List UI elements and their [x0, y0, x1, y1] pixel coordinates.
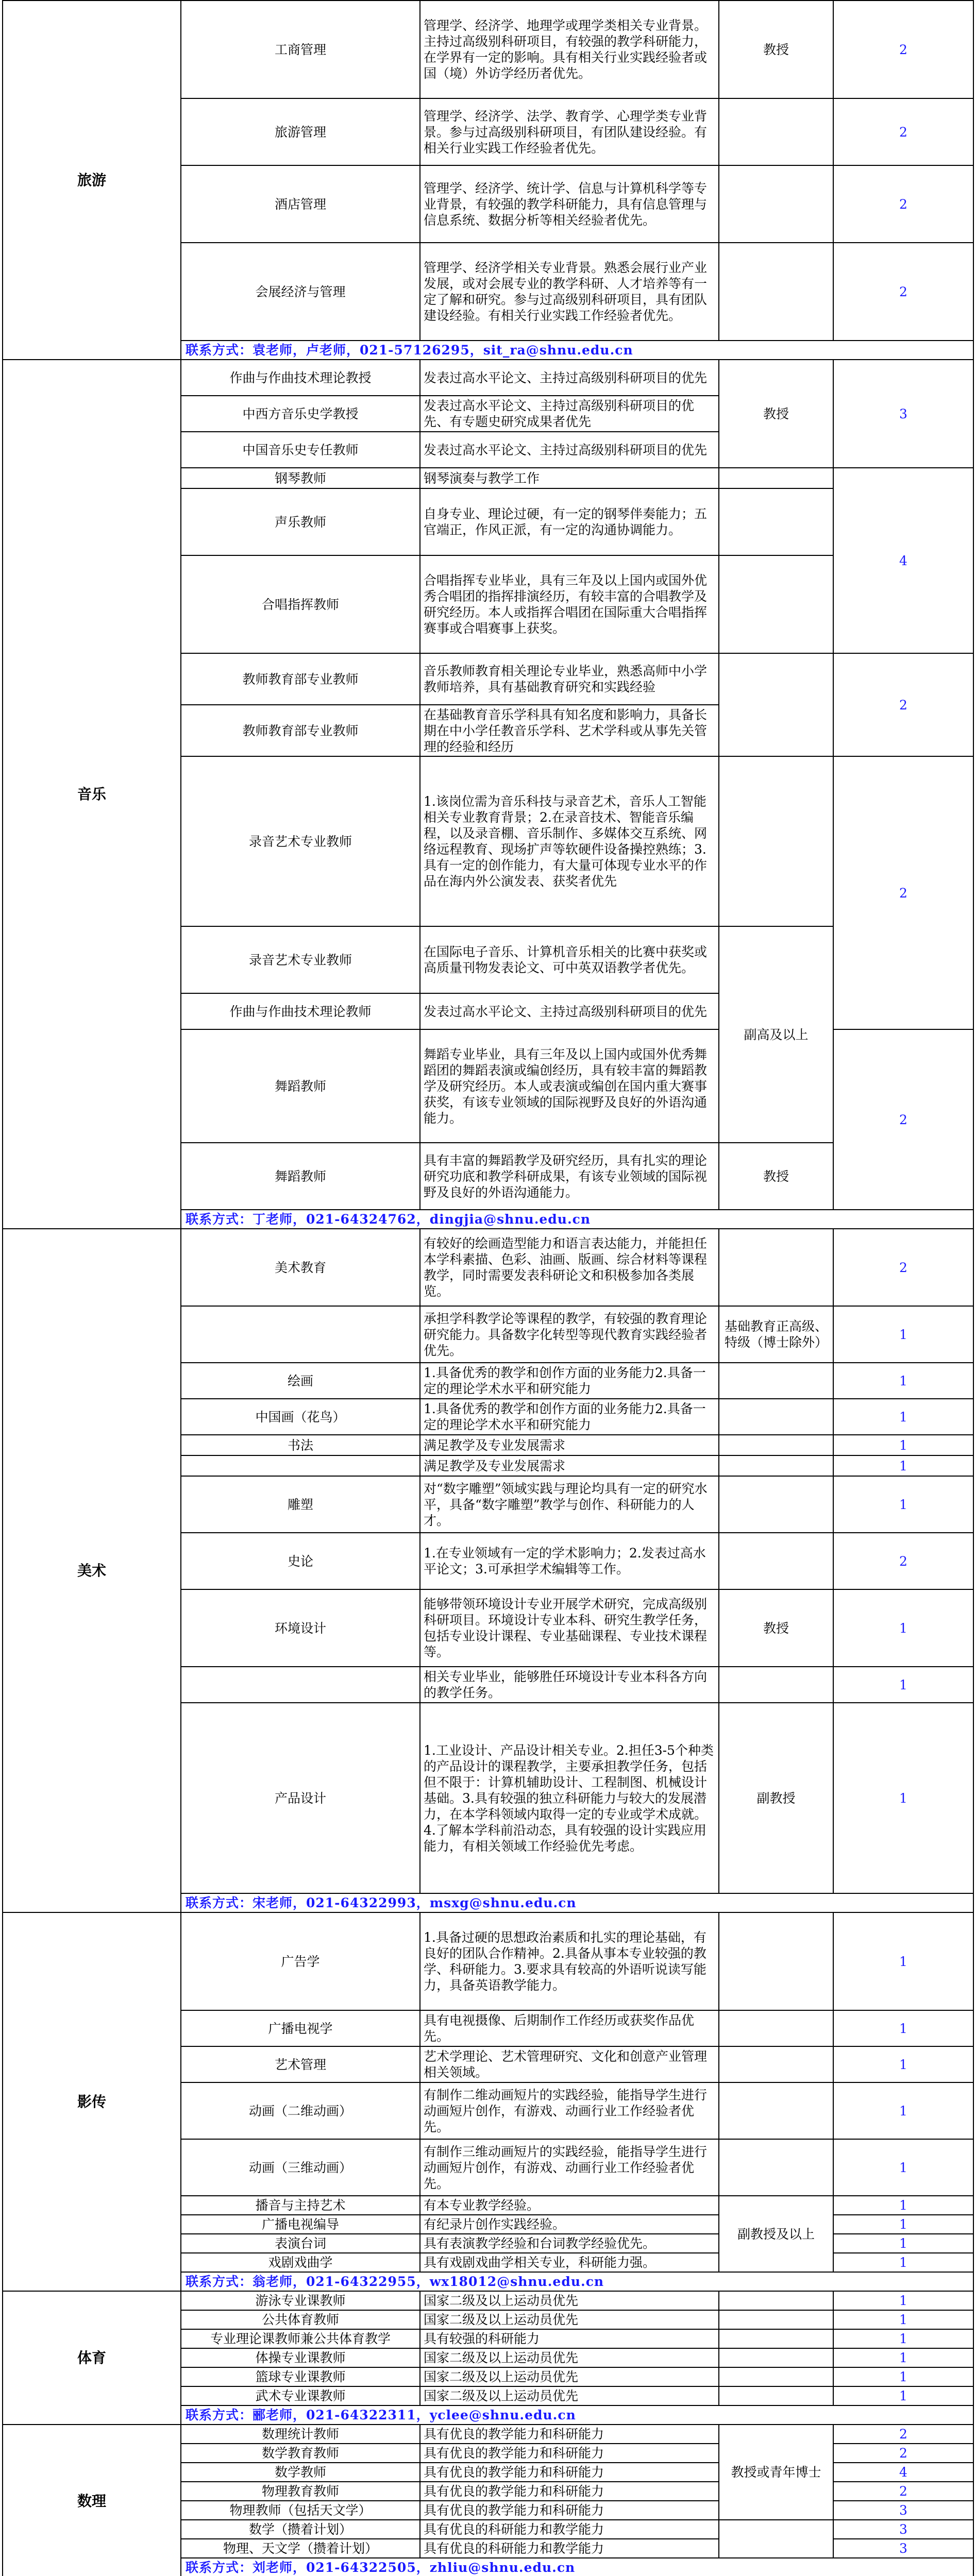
position-cell: 环境设计: [181, 1589, 420, 1667]
headcount-cell: 2: [833, 1229, 973, 1306]
requirement-cell: 1.具备过硬的思想政治素质和扎实的理论基础，有良好的团队合作精神。2.具备从事本专业较强的教学、科研能力。3.要求具有较高的外语听说读写能力，具备英语教学能力。: [420, 1912, 719, 2010]
requirement-cell: 具有较强的科研能力: [420, 2329, 719, 2348]
position-cell: 数学教育教师: [181, 2444, 420, 2463]
position-cell: 公共体育教师: [181, 2310, 420, 2329]
headcount-cell: 2: [833, 165, 973, 243]
position-cell: 酒店管理: [181, 165, 420, 243]
contact-info[interactable]: 联系方式：袁老师，卢老师，021-57126295，sit_ra@shnu.edu.cn: [181, 341, 973, 360]
requirement-cell: 在基础教育音乐学科具有知名度和影响力，具备长期在中小学任教音乐学科、艺术学科或从事先关管理的经验和经历: [420, 705, 719, 756]
position-cell: 舞蹈教师: [181, 1143, 420, 1210]
requirement-cell: 1.具备优秀的教学和创作方面的业务能力2.具备一定的理论学术水平和研究能力: [420, 1399, 719, 1435]
headcount-cell: 2: [833, 2482, 973, 2501]
title-cell: [719, 1912, 833, 2010]
title-cell: [719, 2046, 833, 2082]
position-cell: 声乐教师: [181, 488, 420, 555]
position-cell: 数理统计教师: [181, 2425, 420, 2444]
headcount-cell: 1: [833, 1306, 973, 1363]
headcount-cell: 1: [833, 2082, 973, 2139]
headcount-cell: 4: [833, 2463, 973, 2482]
requirement-cell: 1.在专业领域有一定的学术影响力；2.发表过高水平论文；3.可承担学术编辑等工作。: [420, 1533, 719, 1589]
requirement-cell: 具有电视摄像、后期制作工作经历或获奖作品优先。: [420, 2010, 719, 2046]
position-cell: 表演台词: [181, 2234, 420, 2253]
headcount-cell: 1: [833, 2046, 973, 2082]
position-cell: [181, 1455, 420, 1476]
headcount-cell: 2: [833, 1533, 973, 1589]
position-cell: 物理、天文学（攒着计划）: [181, 2539, 420, 2558]
position-cell: 录音艺术专业教师: [181, 756, 420, 926]
requirement-cell: 1.该岗位需为音乐科技与录音艺术，音乐人工智能相关专业教育背景；2.在录音技术、智能音乐编程，以及录音棚、音乐制作、多媒体交互系统、网络远程教育、现场扩声等软硬件设备操控熟练；3.具有一定的创作能力，有大量可体现专业水平的作品在海内外公演发表、获奖者优先: [420, 756, 719, 926]
position-cell: 艺术管理: [181, 2046, 420, 2082]
table-row: [3, 2425, 973, 2444]
position-cell: 中国画（花鸟）: [181, 1399, 420, 1435]
requirement-cell: 合唱指挥专业毕业，具有三年及以上国内或国外优秀合唱团的指挥排演经历，有较丰富的合唱教学及研究经历。本人或指挥合唱团在国际重大合唱指挥赛事或合唱赛事上获奖。: [420, 555, 719, 653]
position-cell: 播音与主持艺术: [181, 2196, 420, 2215]
requirement-cell: 相关专业毕业，能够胜任环境设计专业本科各方向的教学任务。: [420, 1667, 719, 1703]
table-row: [3, 1912, 973, 2010]
requirement-cell: 能够带领环境设计专业开展学术研究，完成高级别科研项目。环境设计专业本科、研究生教学任务，包括专业设计课程、专业基础课程、专业技术课程等。: [420, 1589, 719, 1667]
department-name: 旅游: [3, 1, 181, 360]
requirement-cell: 管理学、经济学、地理学或理学类相关专业背景。主持过高级别科研项目，有较强的教学科研能力，在学界有一定的影响。具有相关行业实践经验者或国（境）外访学经历者优先。: [420, 1, 719, 98]
requirement-cell: 国家二级及以上运动员优先: [420, 2348, 719, 2367]
department-name: 数理: [3, 2425, 181, 2576]
table-row: [3, 1, 973, 98]
requirement-cell: 满足教学及专业发展需求: [420, 1455, 719, 1476]
position-cell: 绘画: [181, 1363, 420, 1399]
headcount-cell: 1: [833, 2215, 973, 2234]
requirement-cell: 在国际电子音乐、计算机音乐相关的比赛中获奖或高质量刊物发表论文、可中英双语教学者优先。: [420, 926, 719, 993]
headcount-cell: 1: [833, 1435, 973, 1455]
requirement-cell: 国家二级及以上运动员优先: [420, 2386, 719, 2405]
title-cell: [719, 653, 833, 756]
position-cell: 旅游管理: [181, 98, 420, 165]
requirement-cell: 管理学、经济学、法学、教育学、心理学类专业背景。参与过高级别科研项目，有团队建设经验。有相关行业实践工作经验者优先。: [420, 98, 719, 165]
headcount-cell: 1: [833, 1667, 973, 1703]
headcount-cell: 2: [833, 1029, 973, 1210]
position-cell: 录音艺术专业教师: [181, 926, 420, 993]
position-cell: 合唱指挥教师: [181, 555, 420, 653]
table-row: [3, 1229, 973, 1306]
title-cell: [719, 2010, 833, 2046]
headcount-cell: 1: [833, 2329, 973, 2348]
headcount-cell: 1: [833, 2367, 973, 2386]
position-cell: 动画（二维动画）: [181, 2082, 420, 2139]
department-name: 影传: [3, 1912, 181, 2291]
title-cell: 副教授及以上: [719, 2196, 833, 2272]
headcount-cell: 1: [833, 1703, 973, 1893]
position-cell: 物理教师（包括天文学）: [181, 2501, 420, 2520]
position-cell: 作曲与作曲技术理论教师: [181, 993, 420, 1029]
title-cell: [719, 2367, 833, 2386]
headcount-cell: 1: [833, 2291, 973, 2310]
title-cell: [719, 2329, 833, 2348]
headcount-cell: 1: [833, 2234, 973, 2253]
title-cell: [719, 756, 833, 926]
headcount-cell: 4: [833, 468, 973, 653]
recruitment-table-body: [3, 1, 973, 2576]
requirement-cell: 音乐教师教育相关理论专业毕业，熟悉高师中小学教师培养，具有基础教育研究和实践经验: [420, 653, 719, 705]
headcount-cell: 2: [833, 756, 973, 1029]
position-cell: 舞蹈教师: [181, 1029, 420, 1143]
requirement-cell: 具有表演教学经验和台词教学经验优先。: [420, 2234, 719, 2253]
position-cell: 物理教育教师: [181, 2482, 420, 2501]
requirement-cell: 具有优良的教学能力和科研能力: [420, 2482, 719, 2501]
position-cell: 中西方音乐史学教授: [181, 396, 420, 432]
title-cell: [719, 1399, 833, 1435]
position-cell: [181, 1306, 420, 1363]
title-cell: [719, 1476, 833, 1533]
headcount-cell: 1: [833, 1455, 973, 1476]
requirement-cell: 具有优良的教学能力和科研能力: [420, 2425, 719, 2444]
headcount-cell: 3: [833, 2539, 973, 2558]
requirement-cell: 自身专业、理论过硬，有一定的钢琴伴奏能力；五官端正，作风正派，有一定的沟通协调能力。: [420, 488, 719, 555]
requirement-cell: 国家二级及以上运动员优先: [420, 2310, 719, 2329]
department-name: 体育: [3, 2291, 181, 2425]
position-cell: 作曲与作曲技术理论教授: [181, 360, 420, 396]
table-row: [3, 2291, 973, 2310]
title-cell: [719, 488, 833, 555]
headcount-cell: 1: [833, 2253, 973, 2272]
position-cell: 会展经济与管理: [181, 243, 420, 341]
position-cell: [181, 1667, 420, 1703]
title-cell: [719, 555, 833, 653]
title-cell: 教授: [719, 1143, 833, 1210]
position-cell: 游泳专业课教师: [181, 2291, 420, 2310]
headcount-cell: 2: [833, 2444, 973, 2463]
position-cell: 史论: [181, 1533, 420, 1589]
headcount-cell: 2: [833, 653, 973, 756]
requirement-cell: 国家二级及以上运动员优先: [420, 2291, 719, 2310]
requirement-cell: 有制作三维动画短片的实践经验，能指导学生进行动画短片创作，有游戏、动画行业工作经验者优先。: [420, 2139, 719, 2196]
requirement-cell: 承担学科教学论等课程的教学，有较强的教育理论研究能力。具备数字化转型等现代教育实践经验者优先。: [420, 1306, 719, 1363]
headcount-cell: 1: [833, 2348, 973, 2367]
requirement-cell: 具有优良的教学能力和科研能力: [420, 2444, 719, 2463]
headcount-cell: 1: [833, 1399, 973, 1435]
requirement-cell: 有较好的绘画造型能力和语言表达能力，并能担任本学科素描、色彩、油画、版画、综合材料等课程教学，同时需要发表科研论文和积极参加各类展览。: [420, 1229, 719, 1306]
requirement-cell: 具有丰富的舞蹈教学及研究经历，具有扎实的理论研究功底和教学科研成果，有该专业领域的国际视野及良好的外语沟通能力。: [420, 1143, 719, 1210]
requirement-cell: 具有优良的科研能力和教学能力: [420, 2520, 719, 2539]
title-cell: [719, 1229, 833, 1306]
requirement-cell: 钢琴演奏与教学工作: [420, 468, 719, 488]
contact-info[interactable]: 联系方式：郦老师，021-64322311，yclee@shnu.edu.cn: [181, 2405, 973, 2425]
requirement-cell: 发表过高水平论文、主持过高级别科研项目的优先: [420, 993, 719, 1029]
requirement-cell: 1.工业设计、产品设计相关专业。2.担任3-5个种类的产品设计的课程教学，主要承担教学任务，包括但不限于：计算机辅助设计、工程制图、机械设计基础。3.具有较强的独立科研能力与较大的发展潜力，在本学科领域内取得一定的专业或学术成就。4.了解本学科前沿动态，具有较强的设计实践应用能力，有相关领域工作经验优先考虑。: [420, 1703, 719, 1893]
position-cell: 数学教师: [181, 2463, 420, 2482]
position-cell: 广播电视编导: [181, 2215, 420, 2234]
requirement-cell: 舞蹈专业毕业，具有三年及以上国内或国外优秀舞蹈团的舞蹈表演或编创经历，具有较丰富的舞蹈教学及研究经历。本人或表演或编创在国内重大赛事获奖，有该专业领域的国际视野及良好的外语沟通能力。: [420, 1029, 719, 1143]
title-cell: 教授: [719, 1, 833, 98]
title-cell: [719, 98, 833, 165]
position-cell: 篮球专业课教师: [181, 2367, 420, 2386]
requirement-cell: 管理学、经济学相关专业背景。熟悉会展行业产业发展，或对会展专业的教学科研、人才培养等有一定了解和研究。参与过高级别科研项目，具有团队建设经验。有相关行业实践工作经验者优先。: [420, 243, 719, 341]
contact-info[interactable]: 联系方式：宋老师，021-64322993，msxg@shnu.edu.cn: [181, 1893, 973, 1912]
title-cell: 副高及以上: [719, 926, 833, 1143]
title-cell: [719, 1455, 833, 1476]
requirement-cell: 具有优良的教学能力和科研能力: [420, 2463, 719, 2482]
title-cell: [719, 2291, 833, 2310]
requirement-cell: 艺术学理论、艺术管理研究、文化和创意产业管理相关领域。: [420, 2046, 719, 2082]
requirement-cell: 发表过高水平论文、主持过高级别科研项目的优先: [420, 360, 719, 396]
position-cell: 广告学: [181, 1912, 420, 2010]
headcount-cell: 1: [833, 2196, 973, 2215]
headcount-cell: 2: [833, 98, 973, 165]
position-cell: 教师教育部专业教师: [181, 705, 420, 756]
contact-info[interactable]: 联系方式：丁老师，021-64324762，dingjia@shnu.edu.cn: [181, 1210, 973, 1229]
headcount-cell: 1: [833, 2310, 973, 2329]
title-cell: 教授: [719, 360, 833, 468]
title-cell: [719, 1363, 833, 1399]
headcount-cell: 3: [833, 360, 973, 468]
title-cell: [719, 165, 833, 243]
title-cell: [719, 2348, 833, 2367]
title-cell: [719, 468, 833, 488]
requirement-cell: 有本专业教学经验。: [420, 2196, 719, 2215]
headcount-cell: 1: [833, 1912, 973, 2010]
headcount-cell: 2: [833, 243, 973, 341]
title-cell: [719, 1667, 833, 1703]
position-cell: 雕塑: [181, 1476, 420, 1533]
title-cell: [719, 2386, 833, 2405]
headcount-cell: 1: [833, 1476, 973, 1533]
title-cell: 副教授: [719, 1703, 833, 1893]
requirement-cell: 发表过高水平论文、主持过高级别科研项目的优先、有专题史研究成果者优先: [420, 396, 719, 432]
contact-info[interactable]: 联系方式：刘老师，021-64322505，zhliu@shnu.edu.cn: [181, 2558, 973, 2576]
position-cell: 教师教育部专业教师: [181, 653, 420, 705]
requirement-cell: 对“数字雕塑”领域实践与理论均具有一定的研究水平，具备“数字雕塑”教学与创作、科研能力的人才。: [420, 1476, 719, 1533]
requirement-cell: 有纪录片创作实践经验。: [420, 2215, 719, 2234]
headcount-cell: 1: [833, 1363, 973, 1399]
position-cell: 书法: [181, 1435, 420, 1455]
position-cell: 体操专业课教师: [181, 2348, 420, 2367]
headcount-cell: 2: [833, 1, 973, 98]
position-cell: 产品设计: [181, 1703, 420, 1893]
title-cell: 教授: [719, 1589, 833, 1667]
headcount-cell: 1: [833, 2139, 973, 2196]
title-cell: [719, 2139, 833, 2196]
title-cell: 基础教育正高级、特级（博士除外）: [719, 1306, 833, 1363]
title-cell: [719, 2310, 833, 2329]
requirement-cell: 具有优良的科研能力和教学能力: [420, 2539, 719, 2558]
headcount-cell: 1: [833, 2386, 973, 2405]
title-cell: [719, 2082, 833, 2139]
position-cell: 广播电视学: [181, 2010, 420, 2046]
department-name: 音乐: [3, 360, 181, 1229]
position-cell: 数学（攒着计划）: [181, 2520, 420, 2539]
table-row: [3, 360, 973, 396]
headcount-cell: 2: [833, 2425, 973, 2444]
requirement-cell: 有制作二维动画短片的实践经验，能指导学生进行动画短片创作，有游戏、动画行业工作经验者优先。: [420, 2082, 719, 2139]
requirement-cell: 具有优良的教学能力和科研能力: [420, 2501, 719, 2520]
requirement-cell: 1.具备优秀的教学和创作方面的业务能力2.具备一定的理论学术水平和研究能力: [420, 1363, 719, 1399]
position-cell: 戏剧戏曲学: [181, 2253, 420, 2272]
title-cell: [719, 243, 833, 341]
contact-info[interactable]: 联系方式：翁老师，021-64322955，wx18012@shnu.edu.cn: [181, 2272, 973, 2291]
title-cell: [719, 1533, 833, 1589]
headcount-cell: 1: [833, 2010, 973, 2046]
requirement-cell: 发表过高水平论文、主持过高级别科研项目的优先: [420, 432, 719, 468]
position-cell: 中国音乐史专任教师: [181, 432, 420, 468]
position-cell: 专业理论课教师兼公共体育教学: [181, 2329, 420, 2348]
position-cell: 动画（三维动画）: [181, 2139, 420, 2196]
requirement-cell: 管理学、经济学、统计学、信息与计算机科学等专业背景，有较强的教学科研能力，具有信息管理与信息系统、数据分析等相关经验者优先。: [420, 165, 719, 243]
headcount-cell: 1: [833, 1589, 973, 1667]
requirement-cell: 满足教学及专业发展需求: [420, 1435, 719, 1455]
title-cell: 教授或青年博士: [719, 2425, 833, 2520]
department-name: 美术: [3, 1229, 181, 1912]
requirement-cell: 具有戏剧戏曲学相关专业，科研能力强。: [420, 2253, 719, 2272]
title-cell: [719, 2520, 833, 2558]
position-cell: 钢琴教师: [181, 468, 420, 488]
title-cell: [719, 1435, 833, 1455]
position-cell: 工商管理: [181, 1, 420, 98]
position-cell: 武术专业课教师: [181, 2386, 420, 2405]
requirement-cell: 国家二级及以上运动员优先: [420, 2367, 719, 2386]
recruitment-table: [2, 0, 974, 2576]
headcount-cell: 3: [833, 2520, 973, 2539]
headcount-cell: 3: [833, 2501, 973, 2520]
position-cell: 美术教育: [181, 1229, 420, 1306]
